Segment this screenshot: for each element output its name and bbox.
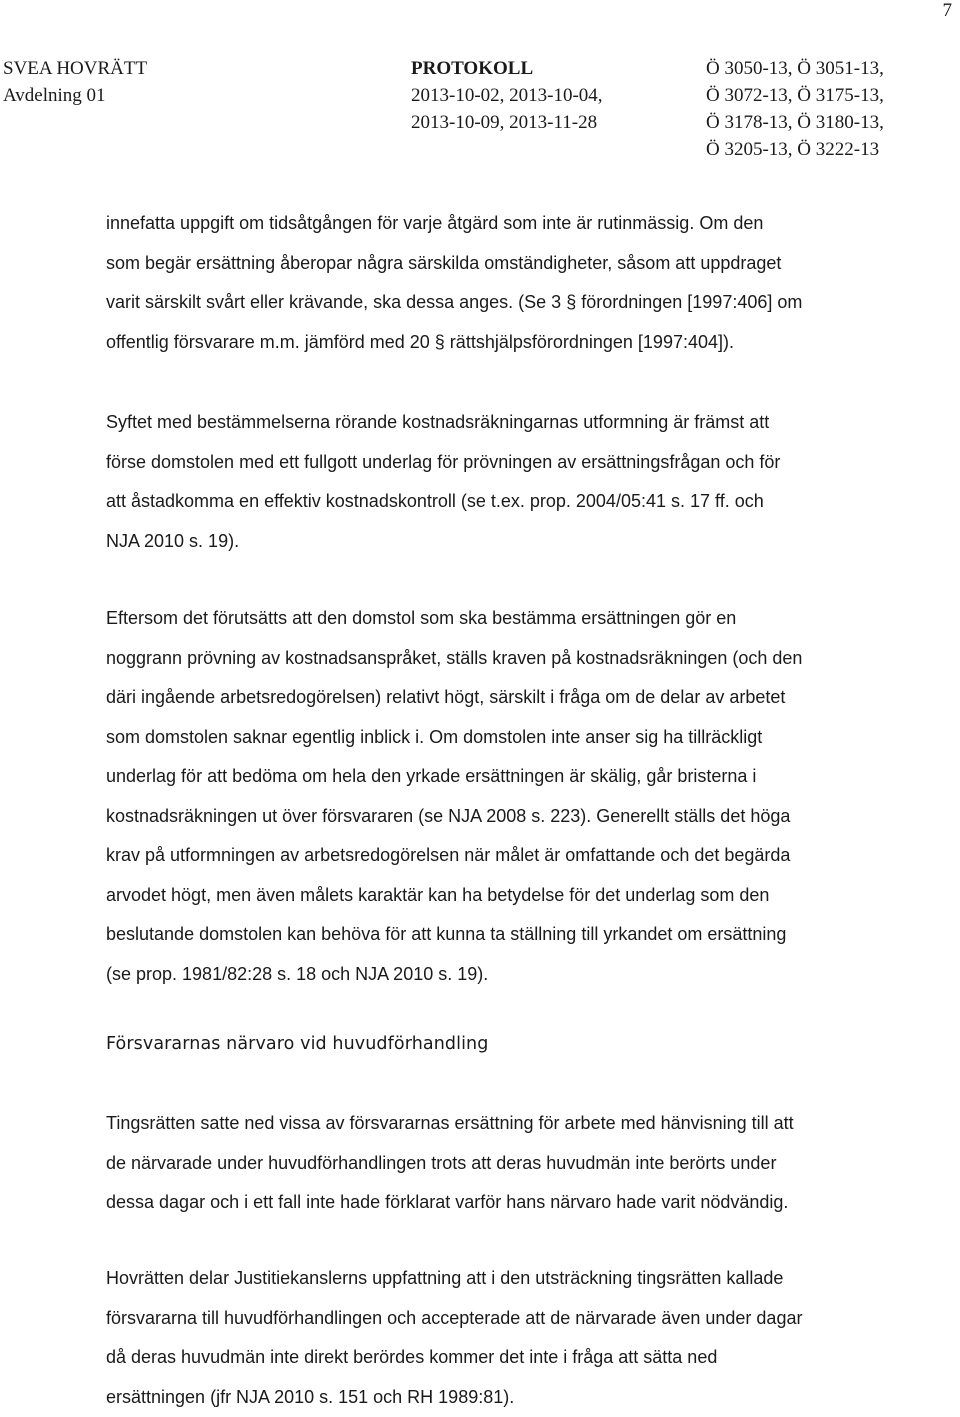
court-line: SVEA HOVRÄTT (3, 55, 147, 82)
paragraph-cost-statement-requirements (106, 204, 906, 362)
case-numbers-line: Ö 3072-13, Ö 3175-13, (706, 82, 884, 109)
text-line: försvararna till huvudförhandlingen och accepterade att de närvarade även under dagar (106, 1299, 906, 1339)
case-numbers-line: Ö 3178-13, Ö 3180-13, (706, 109, 884, 136)
paragraph-purpose (106, 403, 906, 561)
text-line: ersättningen (jfr NJA 2010 s. 151 och RH 1989:81). (106, 1378, 906, 1417)
section-heading: Försvararnas närvaro vid huvudförhandling (106, 1025, 906, 1065)
protocol-block (411, 55, 603, 136)
text-line: underlag för att bedöma om hela den yrkade ersättningen är skälig, går bristerna i (106, 757, 906, 797)
paragraph-district-court (106, 1104, 906, 1223)
page-number: 7 (943, 0, 953, 22)
text-line: noggrann prövning av kostnadsanspråket, ställs kraven på kostnadsräkningen (och den (106, 639, 906, 679)
text-line: Hovrätten delar Justitiekanslerns uppfattning att i den utsträckning tingsrätten kallade (106, 1259, 906, 1299)
text-line: Syftet med bestämmelserna rörande kostnadsräkningarnas utformning är främst att (106, 403, 906, 443)
text-line: kostnadsräkningen ut över försvararen (se NJA 2008 s. 223). Generellt ställs det höga (106, 797, 906, 837)
text-line: innefatta uppgift om tidsåtgången för varje åtgärd som inte är rutinmässig. Om den (106, 204, 906, 244)
court-name (3, 55, 147, 109)
division-line: Avdelning 01 (3, 82, 147, 109)
text-line: Tingsrätten satte ned vissa av försvararnas ersättning för arbete med hänvisning till att (106, 1104, 906, 1144)
text-line: (se prop. 1981/82:28 s. 18 och NJA 2010 s. 19). (106, 955, 906, 995)
text-line: som domstolen saknar egentlig inblick i. Om domstolen inte anser sig ha tillräckligt (106, 718, 906, 758)
text-line: då deras huvudmän inte direkt berördes kommer det inte i fråga att sätta ned (106, 1338, 906, 1378)
protocol-title: PROTOKOLL (411, 55, 603, 82)
text-line: däri ingående arbetsredogörelsen) relativt högt, särskilt i fråga om de delar av arbetet (106, 678, 906, 718)
text-line: krav på utformningen av arbetsredogörelsen när målet är omfattande och det begärda (106, 836, 906, 876)
case-numbers-line: Ö 3050-13, Ö 3051-13, (706, 55, 884, 82)
text-line: de närvarade under huvudförhandlingen trots att deras huvudmän inte berörts under (106, 1144, 906, 1184)
text-line: offentlig försvarare m.m. jämförd med 20 § rättshjälpsförordningen [1997:404]). (106, 323, 906, 363)
case-numbers (706, 55, 884, 163)
protocol-dates-line: 2013-10-02, 2013-10-04, (411, 82, 603, 109)
protocol-dates-line: 2013-10-09, 2013-11-28 (411, 109, 603, 136)
text-line: dessa dagar och i ett fall inte hade förklarat varför hans närvaro hade varit nödvändig. (106, 1183, 906, 1223)
text-line: arvodet högt, men även målets karaktär kan ha betydelse för det underlag som den (106, 876, 906, 916)
case-numbers-line: Ö 3205-13, Ö 3222-13 (706, 136, 884, 163)
text-line: beslutande domstolen kan behöva för att kunna ta ställning till yrkandet om ersättning (106, 915, 906, 955)
paragraph-court-review (106, 599, 906, 994)
paragraph-court-of-appeal (106, 1259, 906, 1417)
text-line: förse domstolen med ett fullgott underlag för prövningen av ersättningsfrågan och för (106, 443, 906, 483)
text-line: att åstadkomma en effektiv kostnadskontroll (se t.ex. prop. 2004/05:41 s. 17 ff. och (106, 482, 906, 522)
text-line: Eftersom det förutsätts att den domstol som ska bestämma ersättningen gör en (106, 599, 906, 639)
text-line: som begär ersättning åberopar några särskilda omständigheter, såsom att uppdraget (106, 244, 906, 284)
text-line: NJA 2010 s. 19). (106, 522, 906, 562)
text-line: varit särskilt svårt eller krävande, ska dessa anges. (Se 3 § förordningen [1997:406] om (106, 283, 906, 323)
